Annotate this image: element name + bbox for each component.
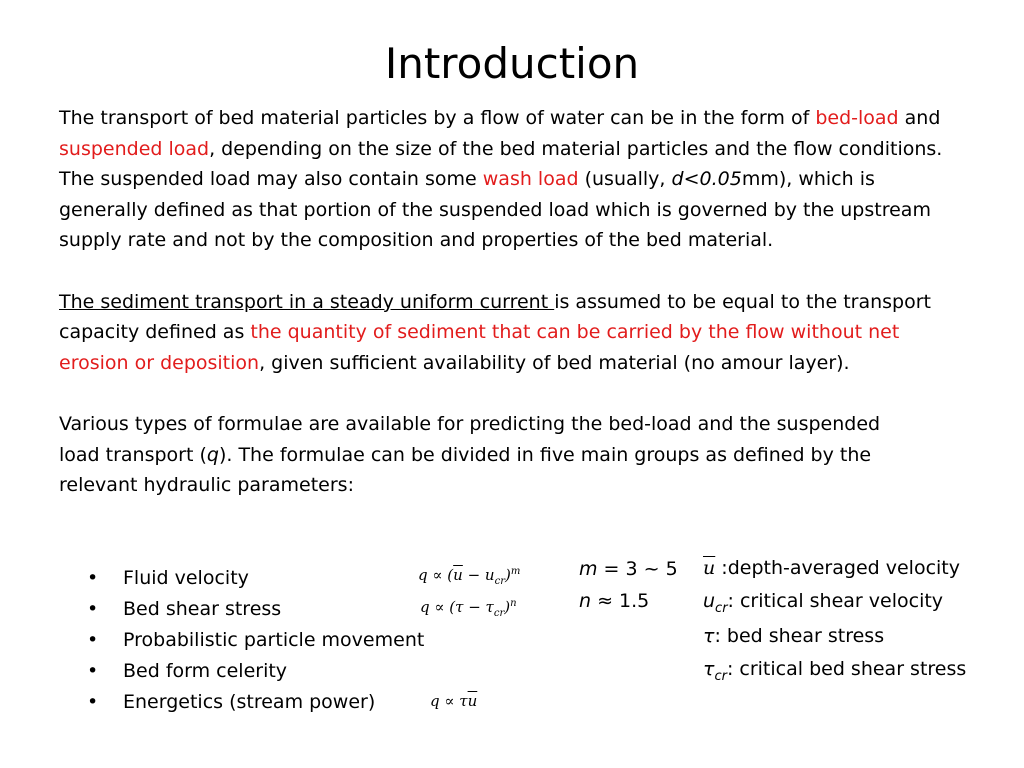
bullet-label: Probabilistic particle movement [123,629,425,651]
bullet-label: Fluid velocity [123,567,249,589]
legend-tau [703,625,884,647]
paragraph-transport-capacity [59,287,959,379]
d-variable: d<0.05 [671,168,742,191]
eq2-cr: cr [493,608,505,619]
legend-taucr [703,658,966,684]
underlined-heading: The sediment transport in a steady uniform current [59,290,555,313]
eq1-close: ) [504,566,511,584]
eq1-minus: − u [462,566,495,584]
taucr-subscript: cr [714,668,727,684]
list-item [87,625,424,656]
page-title: Introduction [384,39,640,88]
eq3-lhs: q ∝ τ [430,692,468,710]
slide-body [59,103,959,501]
p3-text-b: ). The formulae can be divided in five main groups as defined by the relevant hydraulic parameters: [59,443,872,497]
term-suspended-load: suspended load [59,137,210,160]
bullet-icon: • [87,691,99,713]
eq2-close: ) [504,598,511,616]
ucr-symbol: u [703,590,716,612]
p2-text-b: , given sufficient availability of bed material (no amour layer). [259,351,850,374]
exponent-n [579,590,649,612]
eq3-u-bar: $\overline{u}$ [467,692,478,710]
legend-ucr [703,590,943,616]
bullet-label: Bed shear stress [123,598,282,620]
bullet-icon: • [87,660,99,682]
p1-text-a: The transport of bed material particles by a flow of water can be in the form of [59,107,816,129]
ucr-description: : critical shear velocity [727,590,944,612]
term-wash-load: wash load [482,168,579,191]
bullet-icon: • [87,567,99,589]
eq2-lhs: q ∝ (τ − τ [420,598,494,616]
bullet-icon: • [87,629,99,651]
p1-text-e: mm), which is generally defined as that portion of the suspended load which is governed by the upstream supply rate and not by the composition and properties of the bed material. [59,168,931,252]
m-variable: m [579,558,598,580]
equation-stream-power [430,692,477,710]
list-item [87,563,424,594]
legend-u [703,557,960,579]
m-value: = 3 ~ 5 [597,558,678,580]
exponent-m [579,558,678,580]
eq1-lhs: q ∝ ( [418,566,454,584]
list-item [87,594,424,625]
tau-description: : bed shear stress [714,625,885,647]
p1-text-c: , depending on the size of the bed material particles and the flow conditions. The suspended load may also contain some [59,137,943,191]
term-bed-load: bed-load [815,107,899,129]
taucr-description: : critical bed shear stress [726,658,967,680]
p3-text-a: Various types of formulae are available for predicting the bed-load and the suspended load transport ( [59,412,881,466]
bullet-list [87,563,424,718]
p2-text-a: is assumed to be equal to the transport capacity defined as [59,290,931,344]
list-item [87,656,424,687]
u-description: :depth-averaged velocity [715,557,960,579]
definition-highlight: the quantity of sediment that can be carried by the flow without net erosion or deposition [59,321,900,374]
n-variable: n [579,590,592,612]
p1-text-b: and [898,107,941,129]
bullet-label: Energetics (stream power) [123,691,376,713]
taucr-symbol: τ [703,658,715,680]
eq2-exp: n [510,598,517,609]
eq1-u-bar: $\overline{u}$ [453,566,463,584]
bullet-icon: • [87,598,99,620]
u-bar-symbol: $\overline{u}$ [703,557,716,579]
eq1-cr: cr [494,576,505,587]
equation-fluid-velocity [418,566,520,587]
list-item [87,687,424,718]
equation-shear-stress [420,598,517,619]
ucr-subscript: cr [715,600,728,616]
paragraph-formulae [59,409,919,501]
bullet-label: Bed form celerity [123,660,288,682]
n-value: ≈ 1.5 [591,590,650,612]
p1-text-d: (usually, [578,168,672,191]
tau-symbol: τ [703,625,715,647]
eq1-exp: m [510,566,521,577]
q-variable: q [206,443,219,466]
paragraph-bed-material [59,103,959,256]
